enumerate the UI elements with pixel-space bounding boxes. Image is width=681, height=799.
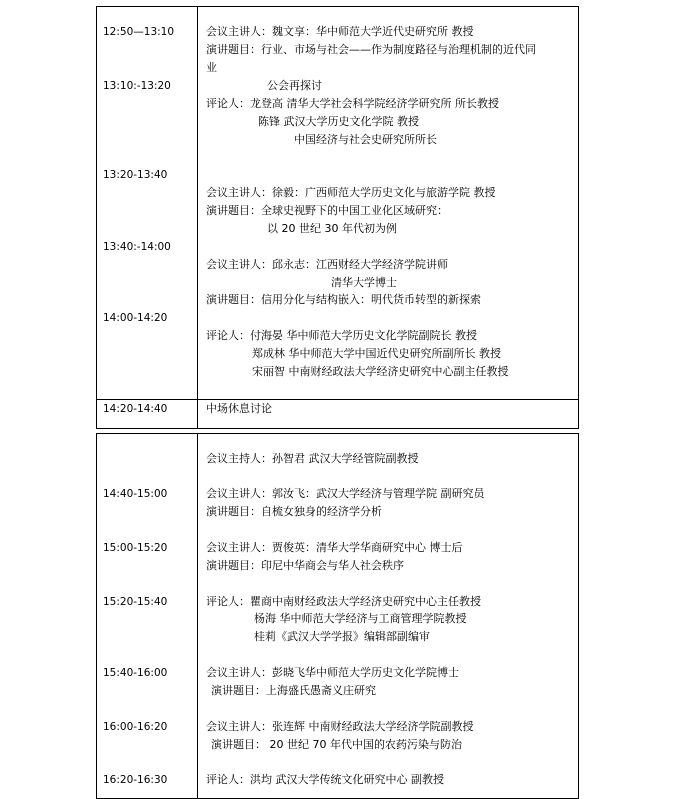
session-line: 会议主持人：孙智君 武汉大学经管院副教授 (206, 452, 419, 465)
time-slot: 13:40:-14:00 (103, 241, 171, 253)
session-line: 演讲题目：信用分化与结构嵌入：明代货币转型的新探索 (206, 293, 481, 306)
time-slot: 15:20-15:40 (103, 596, 168, 608)
session-line: 会议主讲人：贾俊英：清华大学华商研究中心 博士后 (206, 541, 463, 554)
session-line: 评论人：洪均 武汉大学传统文化研究中心 副教授 (206, 773, 444, 786)
session-line: 评论人：瞿商中南财经政法大学经济史研究中心主任教授 (206, 595, 481, 608)
session-line: 演讲题目：全球史视野下的中国工业化区域研究： (206, 204, 448, 217)
session-line: 会议主讲人：邱永志：江西财经大学经济学院讲师 (206, 258, 448, 271)
time-slot: 15:00-15:20 (103, 542, 168, 554)
session-line: 演讲题目：上海盛氏愚斋义庄研究 (211, 684, 376, 697)
session-line: 会议主讲人：彭晓飞华中师范大学历史文化学院博士 (206, 666, 459, 679)
time-slot: 13:10:-13:20 (103, 80, 171, 92)
session-line: 公会再探讨 (267, 79, 322, 92)
time-slot: 16:00-16:20 (103, 721, 168, 733)
time-slot: 14:40-15:00 (103, 488, 168, 500)
session-line: 会议主讲人：魏文享：华中师范大学近代史研究所 教授 (206, 25, 474, 38)
session-line: 会议主讲人：徐毅：广西师范大学历史文化与旅游学院 教授 (206, 186, 496, 199)
time-slot: 14:00-14:20 (103, 312, 168, 324)
column-divider-2 (197, 399, 198, 429)
session-line: 宋丽智 中南财经政法大学经济史研究中心副主任教授 (252, 365, 509, 378)
session-line: 会议主讲人：郭汝飞：武汉大学经济与管理学院 副研究员 (206, 487, 485, 500)
session-line: 评论人：付海晏 华中师范大学历史文化学院副院长 教授 (206, 329, 477, 342)
session-line: 会议主讲人：张连辉 中南财经政法大学经济学院副教授 (206, 720, 474, 733)
session-line: 评论人：龙登高 清华大学社会科学院经济学研究所 所长教授 (206, 97, 499, 110)
session-line: 清华大学博士 (331, 276, 397, 289)
time-slot: 13:20-13:40 (103, 169, 168, 181)
session-line: 演讲题目： 20 世纪 70 年代中国的农药污染与防治 (211, 738, 462, 751)
session-line: 郑成林 华中师范大学中国近代史研究所副所长 教授 (252, 347, 501, 360)
time-slot: 15:40-16:00 (103, 667, 168, 679)
column-divider-1 (197, 6, 198, 400)
schedule-block-2 (96, 399, 579, 429)
session-line: 演讲题目：自梳女独身的经济学分析 (206, 505, 382, 518)
session-line: 业 (206, 61, 217, 74)
session-line: 演讲题目：行业、市场与社会——作为制度路径与治理机制的近代同 (206, 43, 536, 56)
session-line: 杨海 华中师范大学经济与工商管理学院教授 (254, 612, 467, 625)
session-line: 以 20 世纪 30 年代初为例 (267, 222, 397, 235)
session-line: 陈锋 武汉大学历史文化学院 教授 (258, 115, 419, 128)
time-slot: 12:50—13:10 (103, 26, 175, 38)
session-line: 中国经济与社会史研究所所长 (294, 133, 437, 146)
break-label: 中场休息讨论 (206, 402, 272, 415)
time-slot: 16:20-16:30 (103, 774, 168, 786)
session-line: 演讲题目：印尼中华商会与华人社会秩序 (206, 559, 404, 572)
time-slot: 14:20-14:40 (103, 403, 168, 415)
column-divider-3 (197, 433, 198, 799)
session-line: 桂莉《武汉大学学报》编辑部副编审 (254, 630, 430, 643)
